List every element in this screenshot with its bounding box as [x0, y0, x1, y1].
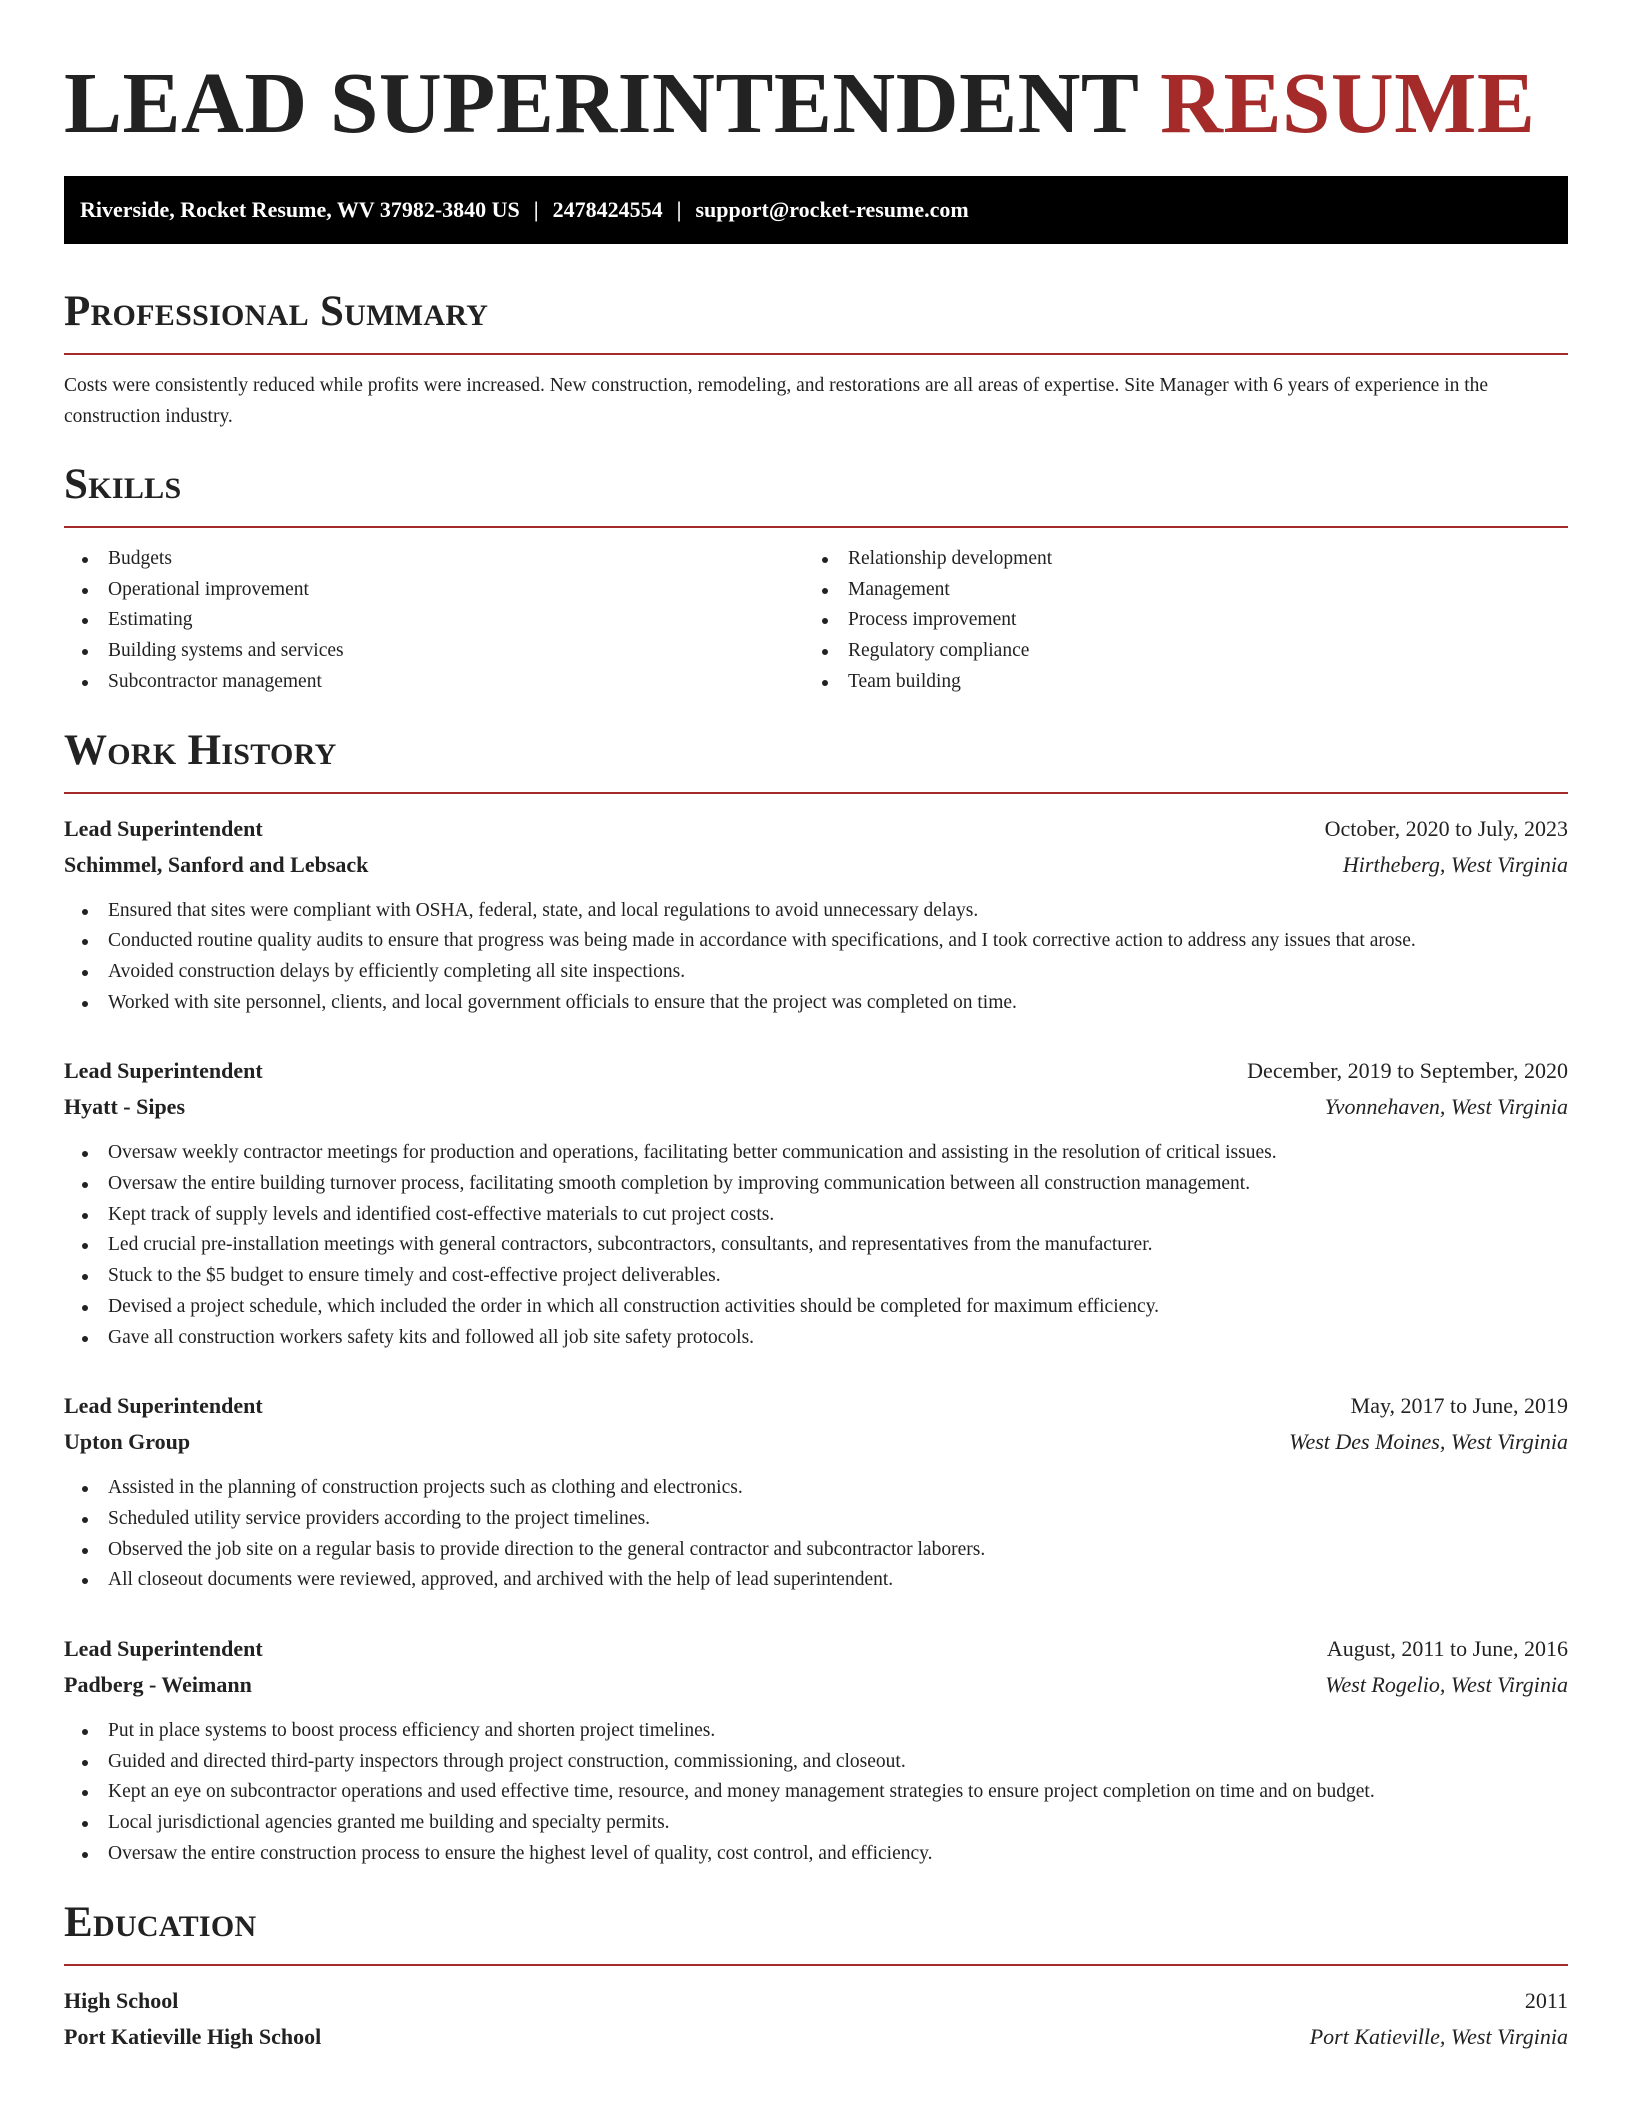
- job-bullet: Scheduled utility service providers according to the project timelines.: [64, 1504, 1568, 1535]
- job-bullet: Worked with site personnel, clients, and local government officials to ensure that the project was completed on time.: [64, 988, 1568, 1019]
- job-bullet: All closeout documents were reviewed, approved, and archived with the help of lead superintendent.: [64, 1565, 1568, 1596]
- education-year: 2011: [1524, 1987, 1568, 2013]
- skills-heading: Skills: [64, 461, 182, 508]
- job-location: West Rogelio, West Virginia: [1325, 1672, 1568, 1698]
- summary-text: Costs were consistently reduced while profits were increased. New construction, remodeling, and restorations are all areas of expertise. Site Manager with 6 years of experience in the construction industry.: [64, 375, 1489, 427]
- job-bullets: [64, 1473, 1568, 1596]
- title-main: LEAD SUPERINTENDENT: [64, 54, 1138, 151]
- section-divider: [64, 526, 1568, 528]
- contact-separator: |: [676, 197, 682, 222]
- job-entry: [64, 1631, 1568, 1870]
- job-bullet: Put in place systems to boost process efficiency and shorten project timelines.: [64, 1716, 1568, 1747]
- skills-column-right: [804, 544, 1544, 698]
- job-bullets: [64, 896, 1568, 1019]
- job-location: Yvonnehaven, West Virginia: [1324, 1094, 1568, 1120]
- education-entry: [64, 1983, 1568, 2055]
- job-bullet: Assisted in the planning of construction projects such as clothing and electronics.: [64, 1473, 1568, 1504]
- job-dates: December, 2019 to September, 2020: [1247, 1058, 1568, 1084]
- education-heading: Education: [64, 1898, 257, 1946]
- job-bullet: Conducted routine quality audits to ensure that progress was being made in accordance with specifications, and I took corrective action to address any issues that arose.: [64, 926, 1568, 957]
- contact-separator: |: [533, 197, 539, 222]
- skills-list: [64, 544, 1568, 698]
- job-bullet: Kept track of supply levels and identified cost-effective materials to cut project costs.: [64, 1200, 1568, 1231]
- job-bullet: Oversaw weekly contractor meetings for production and operations, facilitating better communication and assisting in the resolution of critical issues.: [64, 1138, 1568, 1169]
- contact-address: Riverside, Rocket Resume, WV 37982-3840 US: [80, 197, 520, 222]
- job-title: Lead Superintendent: [64, 1058, 263, 1084]
- skill-item: Management: [804, 575, 1544, 606]
- job-header-row: [64, 1631, 1568, 1667]
- job-bullet: Observed the job site on a regular basis to provide direction to the general contractor and subcontractor laborers.: [64, 1535, 1568, 1566]
- skills-column-left: [64, 544, 804, 698]
- skill-item: Building systems and services: [64, 636, 804, 667]
- title-accent: RESUME: [1160, 54, 1536, 151]
- job-title: Lead Superintendent: [64, 1393, 263, 1419]
- job-location: Hirtheberg, West Virginia: [1342, 851, 1568, 877]
- skill-item: Subcontractor management: [64, 667, 804, 698]
- job-company: Padberg - Weimann: [64, 1672, 252, 1698]
- job-company-row: [64, 1089, 1568, 1125]
- job-bullet: Ensured that sites were compliant with OSHA, federal, state, and local regulations to avoid unnecessary delays.: [64, 896, 1568, 927]
- skill-item: Relationship development: [804, 544, 1544, 575]
- education-location: Port Katieville, West Virginia: [1309, 2023, 1568, 2049]
- section-divider: [64, 792, 1568, 794]
- job-title: Lead Superintendent: [64, 815, 263, 841]
- skill-item: Estimating: [64, 605, 804, 636]
- skill-item: Regulatory compliance: [804, 636, 1544, 667]
- contact-phone: 2478424554: [552, 197, 663, 222]
- resume-title: [64, 0, 1568, 151]
- work-history-heading: Work History: [64, 726, 337, 774]
- job-entry: [64, 1388, 1568, 1596]
- job-header-row: [64, 1388, 1568, 1424]
- skill-item: Team building: [804, 667, 1544, 698]
- section-divider: [64, 353, 1568, 355]
- skill-item: Process improvement: [804, 605, 1544, 636]
- job-bullet: Devised a project schedule, which included the order in which all construction activities should be completed for maximum efficiency.: [64, 1292, 1568, 1323]
- job-company-row: [64, 1424, 1568, 1460]
- job-dates: August, 2011 to June, 2016: [1326, 1636, 1568, 1662]
- job-company: Hyatt - Sipes: [64, 1094, 185, 1120]
- job-bullet: Kept an eye on subcontractor operations and used effective time, resource, and money management strategies to ensure project completion on time and on budget.: [64, 1777, 1568, 1808]
- job-header-row: [64, 1053, 1568, 1089]
- job-bullets: [64, 1716, 1568, 1870]
- job-bullet: Stuck to the $5 budget to ensure timely and cost-effective project deliverables.: [64, 1261, 1568, 1292]
- education-degree: High School: [64, 1987, 179, 2013]
- job-company: Upton Group: [64, 1429, 191, 1455]
- job-bullet: Oversaw the entire building turnover process, facilitating smooth completion by improving communication between all construction management.: [64, 1169, 1568, 1200]
- job-company-row: [64, 847, 1568, 883]
- job-bullet: Led crucial pre-installation meetings with general contractors, subcontractors, consultants, and representatives from the manufacturer.: [64, 1230, 1568, 1261]
- job-dates: October, 2020 to July, 2023: [1324, 815, 1568, 841]
- job-bullet: Local jurisdictional agencies granted me building and specialty permits.: [64, 1808, 1568, 1839]
- skill-item: Operational improvement: [64, 575, 804, 606]
- job-bullets: [64, 1138, 1568, 1353]
- job-location: West Des Moines, West Virginia: [1289, 1429, 1568, 1455]
- job-dates: May, 2017 to June, 2019: [1350, 1393, 1568, 1419]
- contact-email: support@rocket-resume.com: [695, 197, 969, 222]
- education-school: Port Katieville High School: [64, 2023, 322, 2049]
- job-entry: [64, 1053, 1568, 1353]
- skill-item: Budgets: [64, 544, 804, 575]
- job-bullet: Guided and directed third-party inspectors through project construction, commissioning, and closeout.: [64, 1747, 1568, 1778]
- job-bullet: Gave all construction workers safety kits and followed all job site safety protocols.: [64, 1323, 1568, 1354]
- contact-bar: [64, 176, 1568, 244]
- job-bullet: Avoided construction delays by efficiently completing all site inspections.: [64, 957, 1568, 988]
- job-entry: [64, 811, 1568, 1019]
- job-header-row: [64, 811, 1568, 847]
- job-bullet: Oversaw the entire construction process to ensure the highest level of quality, cost control, and efficiency.: [64, 1839, 1568, 1870]
- education-school-row: [64, 2019, 1568, 2055]
- education-header-row: [64, 1983, 1568, 2019]
- summary-heading: Professional Summary: [64, 288, 489, 335]
- section-divider: [64, 1964, 1568, 1966]
- job-company: Schimmel, Sanford and Lebsack: [64, 851, 369, 877]
- job-company-row: [64, 1667, 1568, 1703]
- job-title: Lead Superintendent: [64, 1636, 263, 1662]
